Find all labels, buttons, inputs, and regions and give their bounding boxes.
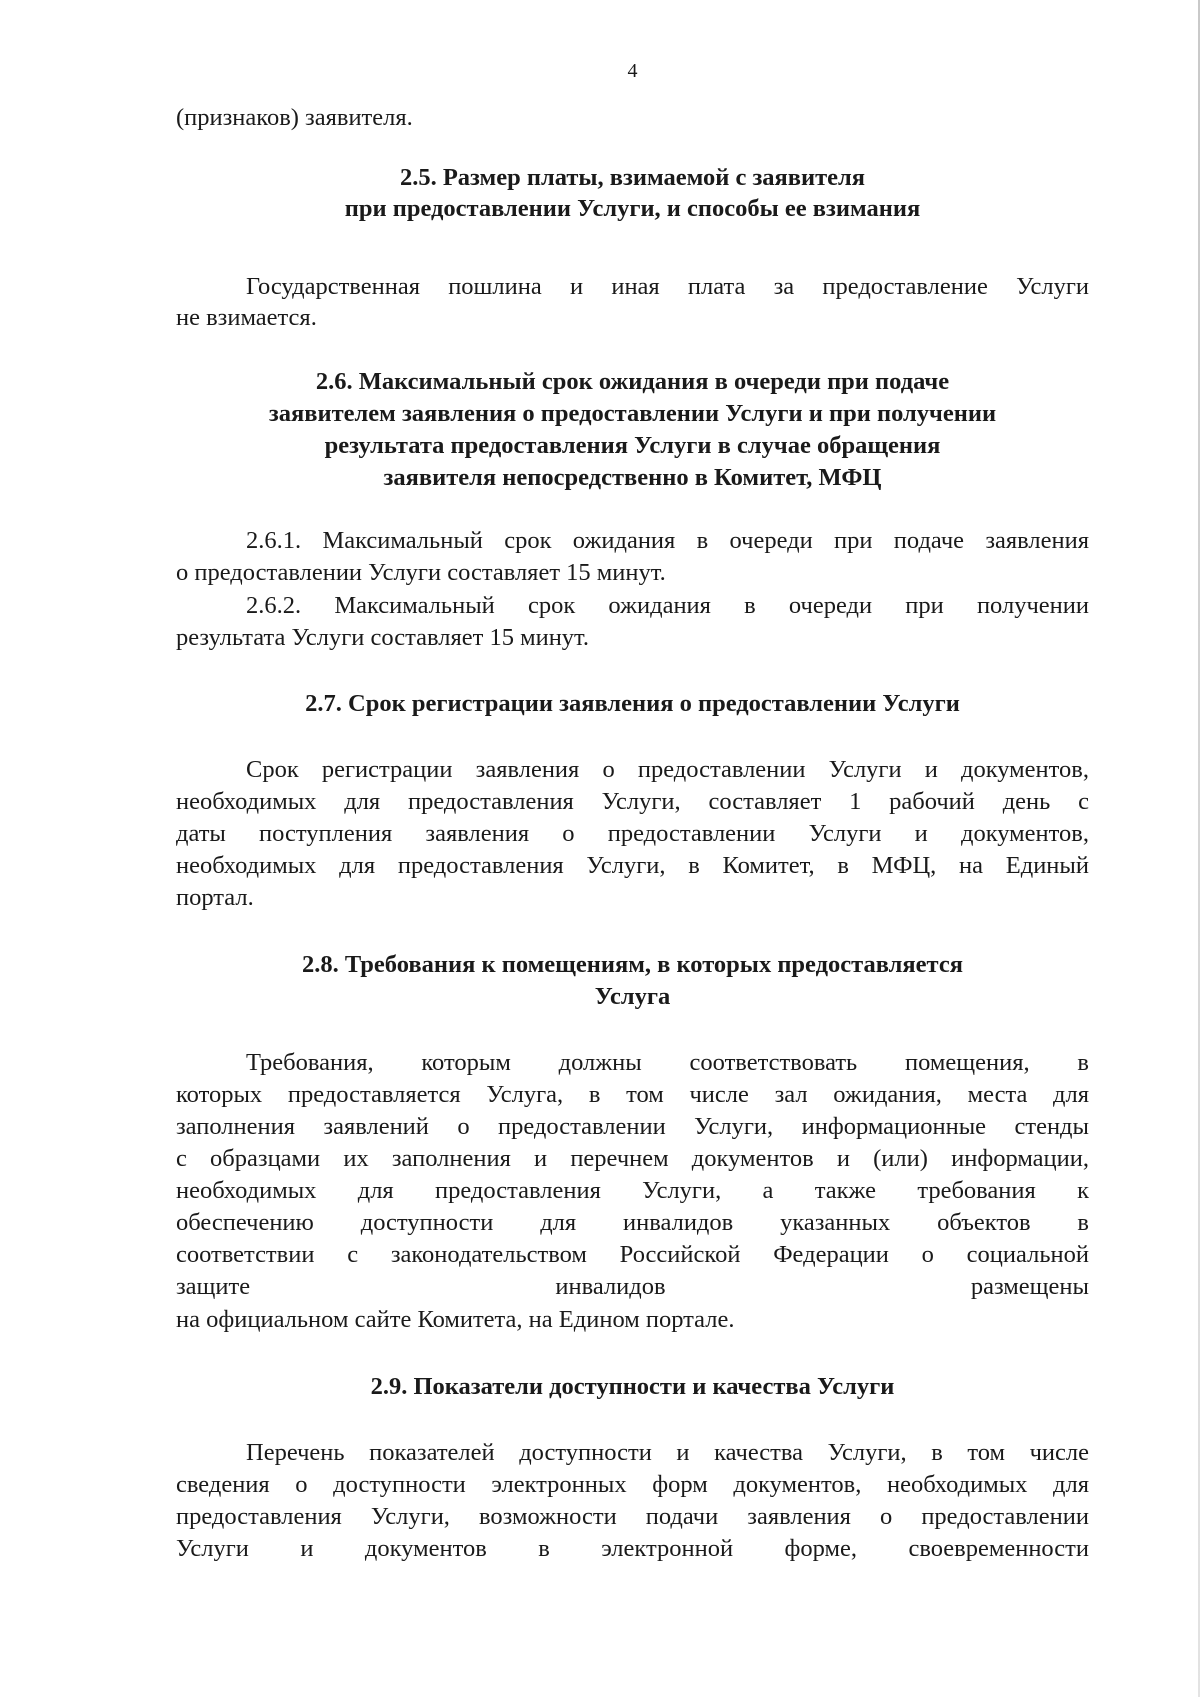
section-heading: заявителем заявления о предоставлении Услуги и при получении bbox=[268, 400, 997, 427]
section-heading: 2.8. Требования к помещениям, в которых предоставляется bbox=[302, 951, 963, 978]
text-line: 2.6.2. Максимальный срок ожидания в очереди при получении bbox=[246, 592, 1089, 619]
text-line: даты поступления заявления о предоставлении Услуги и документов, bbox=[176, 820, 1089, 847]
text-line: предоставления Услуги, возможности подачи заявления о предоставлении bbox=[176, 1503, 1089, 1530]
text-line: необходимых для предоставления Услуги, а также требования к bbox=[176, 1177, 1089, 1204]
text-line: обеспечению доступности для инвалидов указанных объектов в bbox=[176, 1209, 1089, 1236]
text-line: с образцами их заполнения и перечнем документов и (или) информации, bbox=[176, 1145, 1089, 1172]
section-heading: 2.9. Показатели доступности и качества Услуги bbox=[370, 1373, 895, 1400]
section-heading: 2.6. Максимальный срок ожидания в очереди при подаче bbox=[315, 368, 950, 395]
section-heading: результата предоставления Услуги в случае обращения bbox=[324, 432, 941, 459]
text-line: Перечень показателей доступности и качества Услуги, в том числе bbox=[246, 1439, 1089, 1466]
text-line: Услуги и документов в электронной форме, своевременности bbox=[176, 1535, 1089, 1562]
section-heading: заявителя непосредственно в Комитет, МФЦ bbox=[383, 464, 882, 491]
text-line: не взимается. bbox=[176, 304, 317, 331]
text-line: сведения о доступности электронных форм документов, необходимых для bbox=[176, 1471, 1089, 1498]
text-line: 2.6.1. Максимальный срок ожидания в очереди при подаче заявления bbox=[246, 527, 1089, 554]
section-heading: 2.7. Срок регистрации заявления о предоставлении Услуги bbox=[305, 690, 960, 717]
text-line: необходимых для предоставления Услуги, в Комитет, в МФЦ, на Единый bbox=[176, 852, 1089, 879]
text-line: Государственная пошлина и иная плата за предоставление Услуги bbox=[246, 273, 1089, 300]
text-line: портал. bbox=[176, 884, 254, 911]
text-line: соответствии с законодательством Российской Федерации о социальной bbox=[176, 1241, 1089, 1268]
text-line: которых предоставляется Услуга, в том числе зал ожидания, места для bbox=[176, 1081, 1089, 1108]
text-line: заполнения заявлений о предоставлении Услуги, информационные стенды bbox=[176, 1113, 1089, 1140]
text-line: о предоставлении Услуги составляет 15 минут. bbox=[176, 559, 666, 586]
page-number: 4 bbox=[627, 60, 638, 82]
section-heading: при предоставлении Услуги, и способы ее взимания bbox=[344, 195, 921, 222]
text-line: Требования, которым должны соответствовать помещения, в bbox=[246, 1049, 1089, 1076]
section-heading: Услуга bbox=[594, 983, 671, 1010]
text-line: Срок регистрации заявления о предоставлении Услуги и документов, bbox=[246, 756, 1089, 783]
text-line: на официальном сайте Комитета, на Едином портале. bbox=[176, 1306, 735, 1333]
text-line: необходимых для предоставления Услуги, составляет 1 рабочий день с bbox=[176, 788, 1089, 815]
text-line: результата Услуги составляет 15 минут. bbox=[176, 624, 590, 651]
section-heading: 2.5. Размер платы, взимаемой с заявителя bbox=[399, 164, 866, 191]
text-line: (признаков) заявителя. bbox=[176, 104, 413, 131]
text-line: защите инвалидов размещены bbox=[176, 1273, 1089, 1300]
